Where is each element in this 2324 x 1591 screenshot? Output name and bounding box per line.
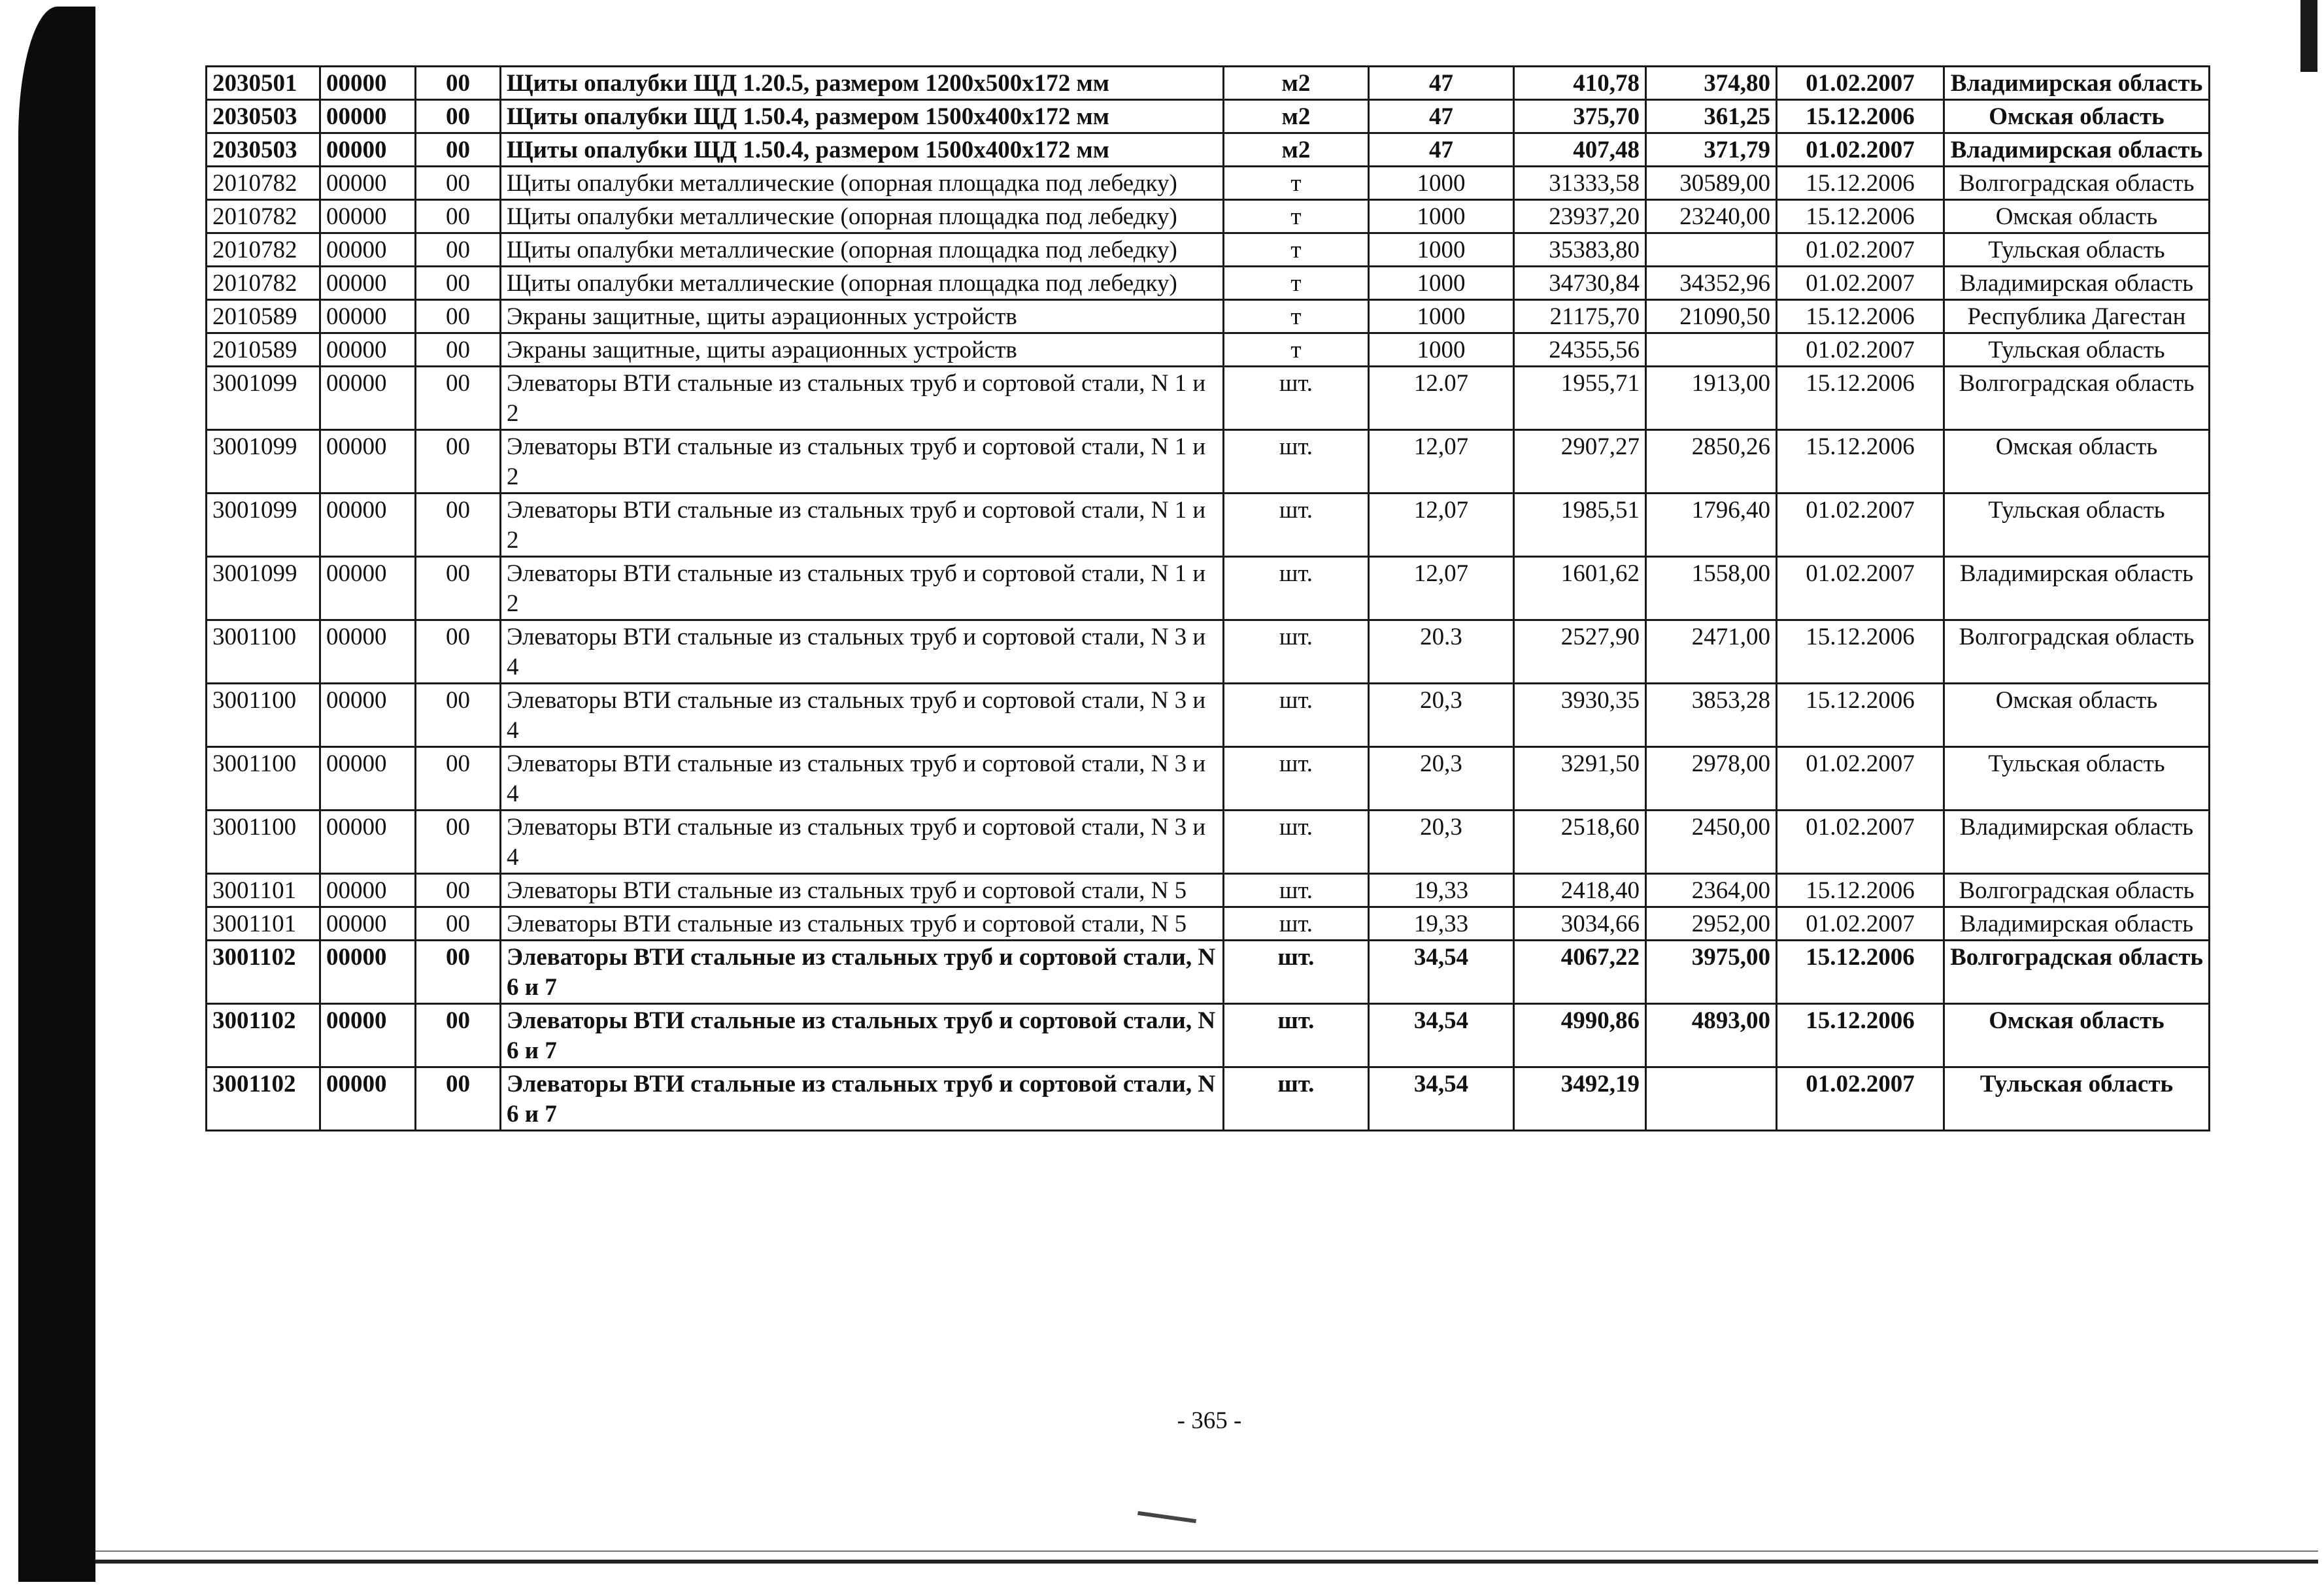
price-with-transport: 35383,80: [1514, 233, 1646, 267]
group-code: 00: [416, 557, 501, 620]
coefficient: 20.3: [1369, 620, 1514, 684]
coefficient: 20,3: [1369, 684, 1514, 747]
group-code: 00: [416, 494, 501, 557]
unit-of-measure: шт.: [1224, 747, 1369, 811]
unit-of-measure: м2: [1224, 133, 1369, 167]
resource-code: 3001102: [207, 941, 320, 1004]
region: Владимирская область: [1944, 133, 2210, 167]
resource-code: 3001099: [207, 557, 320, 620]
group-code: 00: [416, 200, 501, 233]
resource-name: Элеваторы ВТИ стальные из стальных труб и сортовой стали, N 1 и 2: [501, 430, 1224, 494]
price-with-transport: 4067,22: [1514, 941, 1646, 1004]
table-row: [207, 1004, 2210, 1067]
price-without-transport: 1913,00: [1646, 367, 1777, 430]
region: Владимирская область: [1944, 267, 2210, 300]
region: Тульская область: [1944, 494, 2210, 557]
unit-of-measure: шт.: [1224, 557, 1369, 620]
coefficient: 1000: [1369, 167, 1514, 200]
region: Омская область: [1944, 430, 2210, 494]
region: Тульская область: [1944, 233, 2210, 267]
region: Республика Дагестан: [1944, 300, 2210, 333]
price-date: 01.02.2007: [1777, 811, 1944, 874]
sub-code: 00000: [320, 557, 416, 620]
resource-code: 2010782: [207, 267, 320, 300]
region: Тульская область: [1944, 1067, 2210, 1131]
resource-code: 2010782: [207, 233, 320, 267]
group-code: 00: [416, 430, 501, 494]
region: Волгоградская область: [1944, 941, 2210, 1004]
coefficient: 12,07: [1369, 430, 1514, 494]
resource-name: Щиты опалубки ЩД 1.20.5, размером 1200х500х172 мм: [501, 67, 1224, 100]
resource-name: Щиты опалубки ЩД 1.50.4, размером 1500х400х172 мм: [501, 100, 1224, 133]
sub-code: 00000: [320, 1004, 416, 1067]
price-date: 15.12.2006: [1777, 684, 1944, 747]
coefficient: 12,07: [1369, 557, 1514, 620]
price-with-transport: 1955,71: [1514, 367, 1646, 430]
sub-code: 00000: [320, 67, 416, 100]
price-with-transport: 2907,27: [1514, 430, 1646, 494]
unit-of-measure: т: [1224, 300, 1369, 333]
price-with-transport: 3492,19: [1514, 1067, 1646, 1131]
unit-of-measure: т: [1224, 267, 1369, 300]
sub-code: 00000: [320, 874, 416, 907]
price-with-transport: 31333,58: [1514, 167, 1646, 200]
sub-code: 00000: [320, 233, 416, 267]
scan-edge-left: [18, 7, 95, 1582]
group-code: 00: [416, 67, 501, 100]
region: Тульская область: [1944, 333, 2210, 367]
coefficient: 1000: [1369, 200, 1514, 233]
table-row: [207, 874, 2210, 907]
group-code: 00: [416, 684, 501, 747]
group-code: 00: [416, 907, 501, 941]
coefficient: 34,54: [1369, 1004, 1514, 1067]
scan-edge-right: [2300, 0, 2317, 72]
sub-code: 00000: [320, 430, 416, 494]
table-row: [207, 133, 2210, 167]
coefficient: 20,3: [1369, 747, 1514, 811]
price-date: 15.12.2006: [1777, 620, 1944, 684]
region: Волгоградская область: [1944, 367, 2210, 430]
region: Омская область: [1944, 100, 2210, 133]
unit-of-measure: шт.: [1224, 907, 1369, 941]
unit-of-measure: т: [1224, 167, 1369, 200]
table-row: [207, 333, 2210, 367]
table-row: [207, 1067, 2210, 1131]
unit-of-measure: шт.: [1224, 941, 1369, 1004]
price-date: 15.12.2006: [1777, 100, 1944, 133]
resource-code: 2030503: [207, 100, 320, 133]
price-date: 15.12.2006: [1777, 167, 1944, 200]
resource-code: 2010782: [207, 200, 320, 233]
price-without-transport: 21090,50: [1646, 300, 1777, 333]
price-without-transport: 3975,00: [1646, 941, 1777, 1004]
price-date: 15.12.2006: [1777, 367, 1944, 430]
unit-of-measure: шт.: [1224, 874, 1369, 907]
price-date: 01.02.2007: [1777, 907, 1944, 941]
unit-of-measure: м2: [1224, 100, 1369, 133]
coefficient: 20,3: [1369, 811, 1514, 874]
price-date: 01.02.2007: [1777, 67, 1944, 100]
table-row: [207, 200, 2210, 233]
price-with-transport: 410,78: [1514, 67, 1646, 100]
table-row: [207, 100, 2210, 133]
resource-code: 3001101: [207, 907, 320, 941]
scan-line: [95, 1560, 2318, 1564]
group-code: 00: [416, 167, 501, 200]
group-code: 00: [416, 233, 501, 267]
coefficient: 1000: [1369, 267, 1514, 300]
sub-code: 00000: [320, 907, 416, 941]
region: Омская область: [1944, 200, 2210, 233]
price-with-transport: 2527,90: [1514, 620, 1646, 684]
unit-of-measure: шт.: [1224, 620, 1369, 684]
resource-name: Щиты опалубки ЩД 1.50.4, размером 1500х400х172 мм: [501, 133, 1224, 167]
resource-name: Элеваторы ВТИ стальные из стальных труб и сортовой стали, N 3 и 4: [501, 747, 1224, 811]
group-code: 00: [416, 333, 501, 367]
resource-code: 3001099: [207, 494, 320, 557]
unit-of-measure: шт.: [1224, 367, 1369, 430]
sub-code: 00000: [320, 620, 416, 684]
unit-of-measure: шт.: [1224, 684, 1369, 747]
price-with-transport: 3034,66: [1514, 907, 1646, 941]
sub-code: 00000: [320, 747, 416, 811]
price-date: 15.12.2006: [1777, 300, 1944, 333]
coefficient: 47: [1369, 133, 1514, 167]
unit-of-measure: м2: [1224, 67, 1369, 100]
region: Омская область: [1944, 684, 2210, 747]
price-date: 15.12.2006: [1777, 430, 1944, 494]
resource-code: 2030501: [207, 67, 320, 100]
page-number: - 365 -: [1177, 1407, 1242, 1434]
price-without-transport: 2471,00: [1646, 620, 1777, 684]
region: Владимирская область: [1944, 67, 2210, 100]
resource-name: Щиты опалубки металлические (опорная площадка под лебедку): [501, 167, 1224, 200]
resource-code: 2010589: [207, 300, 320, 333]
group-code: 00: [416, 811, 501, 874]
resource-name: Элеваторы ВТИ стальные из стальных труб и сортовой стали, N 5: [501, 874, 1224, 907]
price-without-transport: 371,79: [1646, 133, 1777, 167]
resource-code: 3001100: [207, 811, 320, 874]
price-without-transport: 34352,96: [1646, 267, 1777, 300]
price-table: [205, 65, 2210, 1131]
scan-line-thin: [95, 1550, 2318, 1552]
resource-code: 2030503: [207, 133, 320, 167]
region: Омская область: [1944, 1004, 2210, 1067]
price-date: 15.12.2006: [1777, 874, 1944, 907]
table-row: [207, 494, 2210, 557]
resource-name: Элеваторы ВТИ стальные из стальных труб и сортовой стали, N 3 и 4: [501, 620, 1224, 684]
price-date: 01.02.2007: [1777, 267, 1944, 300]
price-without-transport: 2364,00: [1646, 874, 1777, 907]
sub-code: 00000: [320, 367, 416, 430]
resource-name: Элеваторы ВТИ стальные из стальных труб и сортовой стали, N 5: [501, 907, 1224, 941]
table-row: [207, 907, 2210, 941]
price-date: 01.02.2007: [1777, 233, 1944, 267]
table-row: [207, 267, 2210, 300]
resource-code: 3001102: [207, 1004, 320, 1067]
table-row: [207, 557, 2210, 620]
resource-name: Экраны защитные, щиты аэрационных устройств: [501, 300, 1224, 333]
price-with-transport: 23937,20: [1514, 200, 1646, 233]
price-with-transport: 375,70: [1514, 100, 1646, 133]
sub-code: 00000: [320, 100, 416, 133]
price-without-transport: 2952,00: [1646, 907, 1777, 941]
resource-name: Элеваторы ВТИ стальные из стальных труб и сортовой стали, N 6 и 7: [501, 941, 1224, 1004]
table-row: [207, 811, 2210, 874]
price-date: 01.02.2007: [1777, 133, 1944, 167]
sub-code: 00000: [320, 684, 416, 747]
region: Тульская область: [1944, 747, 2210, 811]
region: Владимирская область: [1944, 907, 2210, 941]
coefficient: 1000: [1369, 233, 1514, 267]
group-code: 00: [416, 100, 501, 133]
price-without-transport: 1796,40: [1646, 494, 1777, 557]
coefficient: 1000: [1369, 300, 1514, 333]
price-date: 01.02.2007: [1777, 747, 1944, 811]
price-date: 15.12.2006: [1777, 200, 1944, 233]
group-code: 00: [416, 941, 501, 1004]
region: Владимирская область: [1944, 557, 2210, 620]
resource-name: Щиты опалубки металлические (опорная площадка под лебедку): [501, 267, 1224, 300]
region: Волгоградская область: [1944, 167, 2210, 200]
sub-code: 00000: [320, 941, 416, 1004]
resource-code: 3001099: [207, 430, 320, 494]
unit-of-measure: шт.: [1224, 494, 1369, 557]
resource-name: Элеваторы ВТИ стальные из стальных труб и сортовой стали, N 1 и 2: [501, 494, 1224, 557]
group-code: 00: [416, 300, 501, 333]
price-date: 01.02.2007: [1777, 557, 1944, 620]
price-without-transport: 2850,26: [1646, 430, 1777, 494]
price-with-transport: 1601,62: [1514, 557, 1646, 620]
resource-code: 3001099: [207, 367, 320, 430]
resource-name: Элеваторы ВТИ стальные из стальных труб и сортовой стали, N 3 и 4: [501, 811, 1224, 874]
unit-of-measure: шт.: [1224, 1067, 1369, 1131]
price-without-transport: 4893,00: [1646, 1004, 1777, 1067]
resource-name: Элеваторы ВТИ стальные из стальных труб и сортовой стали, N 3 и 4: [501, 684, 1224, 747]
price-with-transport: 3291,50: [1514, 747, 1646, 811]
group-code: 00: [416, 1067, 501, 1131]
region: Волгоградская область: [1944, 874, 2210, 907]
group-code: 00: [416, 747, 501, 811]
sub-code: 00000: [320, 494, 416, 557]
coefficient: 34,54: [1369, 1067, 1514, 1131]
sub-code: 00000: [320, 300, 416, 333]
resource-code: 3001100: [207, 747, 320, 811]
price-without-transport: 2450,00: [1646, 811, 1777, 874]
price-with-transport: 2418,40: [1514, 874, 1646, 907]
table-row: [207, 684, 2210, 747]
price-with-transport: 2518,60: [1514, 811, 1646, 874]
sub-code: 00000: [320, 267, 416, 300]
table-body: [207, 67, 2210, 1131]
scan-mark: [1137, 1511, 1196, 1523]
resource-name: Элеваторы ВТИ стальные из стальных труб и сортовой стали, N 1 и 2: [501, 367, 1224, 430]
resource-code: 3001100: [207, 684, 320, 747]
unit-of-measure: т: [1224, 200, 1369, 233]
sub-code: 00000: [320, 333, 416, 367]
sub-code: 00000: [320, 133, 416, 167]
sub-code: 00000: [320, 167, 416, 200]
price-with-transport: 34730,84: [1514, 267, 1646, 300]
group-code: 00: [416, 367, 501, 430]
sub-code: 00000: [320, 811, 416, 874]
coefficient: 12,07: [1369, 494, 1514, 557]
price-with-transport: 21175,70: [1514, 300, 1646, 333]
coefficient: 47: [1369, 100, 1514, 133]
region: Волгоградская область: [1944, 620, 2210, 684]
group-code: 00: [416, 620, 501, 684]
unit-of-measure: шт.: [1224, 811, 1369, 874]
resource-code: 2010589: [207, 333, 320, 367]
group-code: 00: [416, 1004, 501, 1067]
coefficient: 47: [1369, 67, 1514, 100]
unit-of-measure: т: [1224, 233, 1369, 267]
table-row: [207, 233, 2210, 267]
price-date: 01.02.2007: [1777, 333, 1944, 367]
price-without-transport: 374,80: [1646, 67, 1777, 100]
price-without-transport: 3853,28: [1646, 684, 1777, 747]
price-without-transport: 361,25: [1646, 100, 1777, 133]
resource-code: 3001100: [207, 620, 320, 684]
resource-code: 3001101: [207, 874, 320, 907]
table-row: [207, 430, 2210, 494]
region: Владимирская область: [1944, 811, 2210, 874]
group-code: 00: [416, 133, 501, 167]
unit-of-measure: шт.: [1224, 1004, 1369, 1067]
resource-name: Элеваторы ВТИ стальные из стальных труб и сортовой стали, N 6 и 7: [501, 1004, 1224, 1067]
table-row: [207, 367, 2210, 430]
price-with-transport: 4990,86: [1514, 1004, 1646, 1067]
resource-name: Экраны защитные, щиты аэрационных устройств: [501, 333, 1224, 367]
price-with-transport: 407,48: [1514, 133, 1646, 167]
group-code: 00: [416, 267, 501, 300]
price-without-transport: 30589,00: [1646, 167, 1777, 200]
unit-of-measure: шт.: [1224, 430, 1369, 494]
price-with-transport: 1985,51: [1514, 494, 1646, 557]
price-date: 01.02.2007: [1777, 1067, 1944, 1131]
price-date: 15.12.2006: [1777, 941, 1944, 1004]
resource-name: Элеваторы ВТИ стальные из стальных труб и сортовой стали, N 6 и 7: [501, 1067, 1224, 1131]
resource-code: 3001102: [207, 1067, 320, 1131]
price-without-transport: [1646, 233, 1777, 267]
coefficient: 19,33: [1369, 907, 1514, 941]
group-code: 00: [416, 874, 501, 907]
resource-name: Щиты опалубки металлические (опорная площадка под лебедку): [501, 233, 1224, 267]
coefficient: 12.07: [1369, 367, 1514, 430]
resource-name: Элеваторы ВТИ стальные из стальных труб и сортовой стали, N 1 и 2: [501, 557, 1224, 620]
table-row: [207, 167, 2210, 200]
table-row: [207, 620, 2210, 684]
resource-name: Щиты опалубки металлические (опорная площадка под лебедку): [501, 200, 1224, 233]
coefficient: 19,33: [1369, 874, 1514, 907]
coefficient: 1000: [1369, 333, 1514, 367]
price-date: 15.12.2006: [1777, 1004, 1944, 1067]
sub-code: 00000: [320, 200, 416, 233]
table-row: [207, 747, 2210, 811]
table-row: [207, 941, 2210, 1004]
table-row: [207, 67, 2210, 100]
price-with-transport: 3930,35: [1514, 684, 1646, 747]
price-without-transport: 23240,00: [1646, 200, 1777, 233]
price-with-transport: 24355,56: [1514, 333, 1646, 367]
resource-code: 2010782: [207, 167, 320, 200]
table-row: [207, 300, 2210, 333]
coefficient: 34,54: [1369, 941, 1514, 1004]
price-without-transport: 2978,00: [1646, 747, 1777, 811]
price-without-transport: [1646, 333, 1777, 367]
sub-code: 00000: [320, 1067, 416, 1131]
price-without-transport: [1646, 1067, 1777, 1131]
unit-of-measure: т: [1224, 333, 1369, 367]
price-date: 01.02.2007: [1777, 494, 1944, 557]
price-without-transport: 1558,00: [1646, 557, 1777, 620]
